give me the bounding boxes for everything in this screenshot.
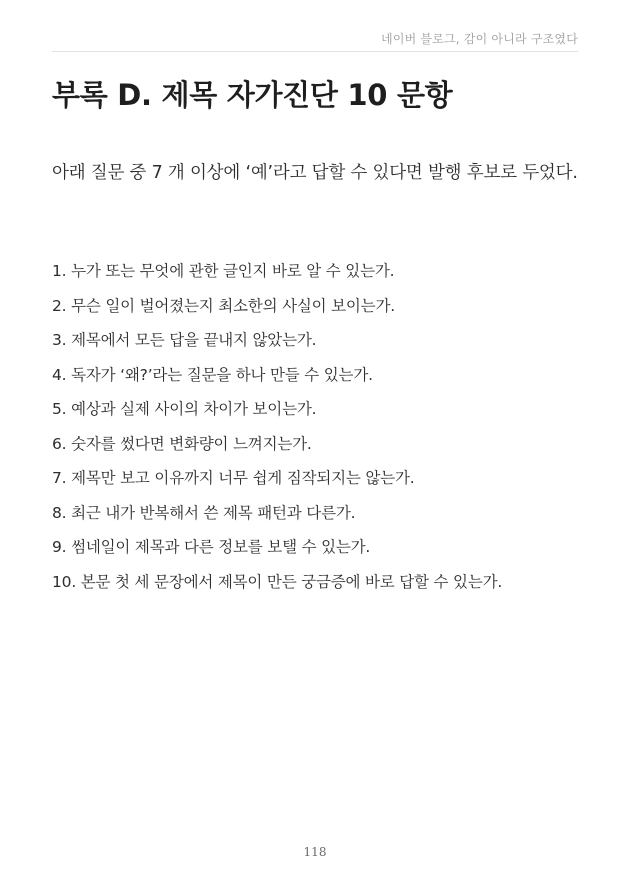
list-item: 10. 본문 첫 세 문장에서 제목이 만든 궁금증에 바로 답할 수 있는가.: [52, 572, 503, 591]
list-item: 6. 숫자를 썼다면 변화량이 느껴지는가.: [52, 434, 312, 453]
page-number: 118: [303, 845, 327, 859]
self-check-list: [52, 254, 582, 599]
list-item: 9. 썸네일이 제목과 다른 정보를 보탤 수 있는가.: [52, 538, 371, 556]
list-item: 4. 독자가 ‘왜?’라는 질문을 하나 만들 수 있는가.: [52, 365, 373, 384]
list-item: 3. 제목에서 모든 답을 끝내지 않았는가.: [52, 331, 317, 349]
list-item: 1. 누가 또는 무엇에 관한 글인지 바로 알 수 있는가.: [52, 262, 395, 280]
list-item: 7. 제목만 보고 이유까지 너무 쉽게 짐작되지는 않는가.: [52, 469, 415, 487]
list-item: 5. 예상과 실제 사이의 차이가 보이는가.: [52, 400, 317, 418]
running-header: 네이버 블로그, 감이 아니라 구조였다: [381, 32, 578, 46]
intro-paragraph: 아래 질문 중 7 개 이상에 ‘예’라고 답할 수 있다면 발행 후보로 두었다.: [52, 163, 578, 183]
page-title: 부록 D. 제목 자가진단 10 문항: [52, 78, 453, 112]
list-item: 2. 무슨 일이 벌어졌는지 최소한의 사실이 보이는가.: [52, 296, 395, 315]
header-divider: [52, 51, 578, 52]
list-item: 8. 최근 내가 반복해서 쓴 제목 패턴과 다른가.: [52, 503, 356, 522]
